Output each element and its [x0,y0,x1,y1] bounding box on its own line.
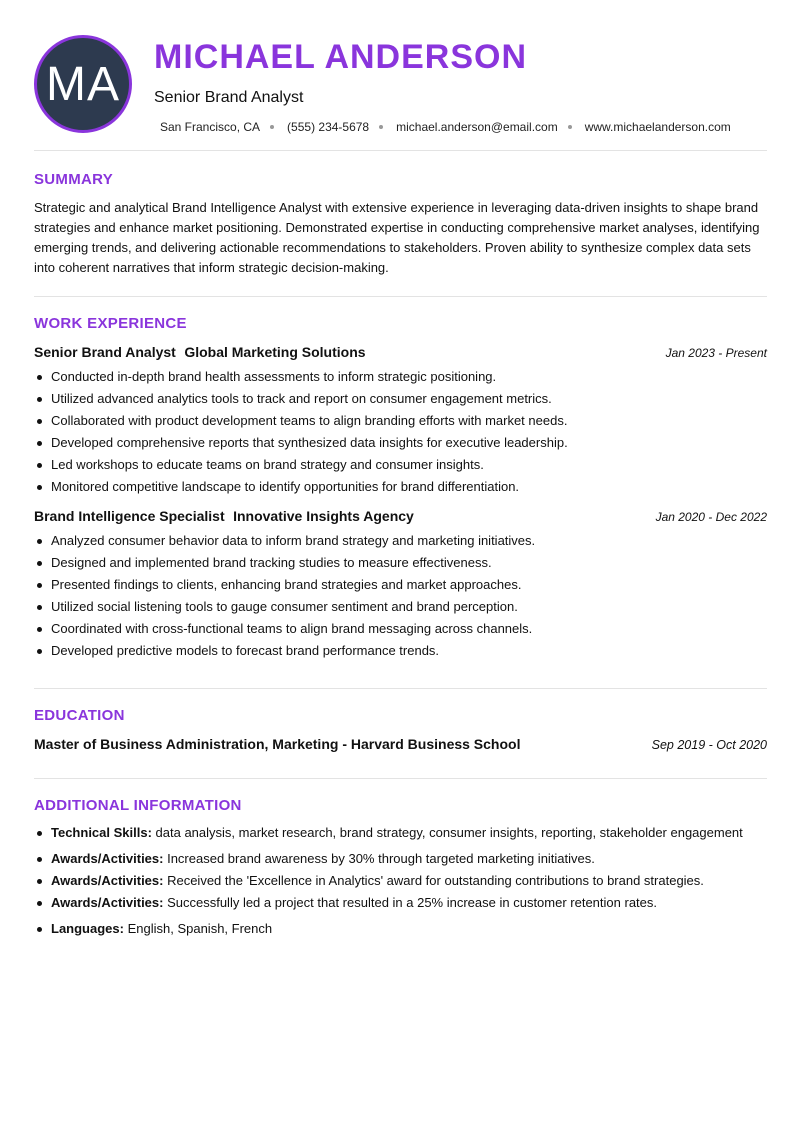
education-entry [34,736,767,752]
separator-dot [379,125,383,129]
list-item: Collaborated with product development teams to align branding efforts with market needs. [34,410,767,432]
item-text: Received the 'Excellence in Analytics' award for outstanding contributions to brand strategies. [163,873,704,888]
additional-section [34,779,767,940]
resume-header [34,0,767,150]
job-company: Innovative Insights Agency [233,508,414,524]
item-label: Awards/Activities: [51,895,164,910]
item-label: Technical Skills: [51,825,152,840]
experience-heading: WORK EXPERIENCE [34,315,187,332]
education-degree: Master of Business Administration, Marketing - Harvard Business School [34,736,521,752]
avatar [34,35,132,133]
list-item: Analyzed consumer behavior data to inform brand strategy and marketing initiatives. [34,530,767,552]
list-item: Utilized social listening tools to gauge consumer sentiment and brand perception. [34,596,767,618]
job-role: Brand Intelligence Specialist [34,508,225,524]
job-bullets [34,366,767,498]
contact-website[interactable]: www.michaelanderson.com [584,120,731,134]
list-item [34,870,767,892]
job-bullets [34,530,767,662]
separator-dot [568,125,572,129]
list-item: Led workshops to educate teams on brand strategy and consumer insights. [34,454,767,476]
job-header [34,344,767,362]
list-item [34,918,767,940]
item-label: Awards/Activities: [51,873,164,888]
education-section [34,689,767,778]
list-item [34,822,767,844]
additional-list [34,822,767,940]
list-item: Developed predictive models to forecast brand performance trends. [34,640,767,662]
item-text: Increased brand awareness by 30% through targeted marketing initiatives. [163,851,595,866]
job-role: Senior Brand Analyst [34,344,176,360]
list-item [34,892,767,914]
item-text: data analysis, market research, brand strategy, consumer insights, reporting, stakeholder engagement [151,825,743,840]
job-company: Global Marketing Solutions [184,344,366,360]
summary-section [34,151,767,296]
job-header [34,508,767,526]
item-text: Successfully led a project that resulted in a 25% increase in customer retention rates. [163,895,657,910]
job-entry [34,344,767,498]
list-item: Conducted in-depth brand health assessments to inform strategic positioning. [34,366,767,388]
list-item: Developed comprehensive reports that synthesized data insights for executive leadership. [34,432,767,454]
education-date: Sep 2019 - Oct 2020 [651,738,767,752]
separator-dot [270,125,274,129]
list-item: Utilized advanced analytics tools to track and report on consumer engagement metrics. [34,388,767,410]
contact-email[interactable]: michael.anderson@email.com [396,120,558,134]
experience-section [34,297,767,688]
contact-info [160,120,731,134]
additional-heading: ADDITIONAL INFORMATION [34,797,242,814]
item-label: Awards/Activities: [51,851,164,866]
item-text: English, Spanish, French [123,921,273,936]
list-item: Monitored competitive landscape to identify opportunities for brand differentiation. [34,476,767,498]
list-item: Coordinated with cross-functional teams to align brand messaging across channels. [34,618,767,640]
job-date: Jan 2023 - Present [665,346,767,360]
job-date: Jan 2020 - Dec 2022 [655,510,767,524]
contact-location: San Francisco, CA [160,120,261,134]
candidate-name: MICHAEL ANDERSON [154,38,528,76]
list-item: Designed and implemented brand tracking studies to measure effectiveness. [34,552,767,574]
job-entry [34,508,767,662]
education-heading: EDUCATION [34,707,125,724]
candidate-title: Senior Brand Analyst [154,89,304,106]
summary-heading: SUMMARY [34,171,114,188]
item-label: Languages: [51,921,124,936]
contact-phone: (555) 234-5678 [287,120,370,134]
list-item [34,848,767,870]
summary-text: Strategic and analytical Brand Intelligence Analyst with extensive experience in leveraging data-driven insights to shape brand strategies and enhance market positioning. Demonstrated expertise in conducting comprehensive market analyses, identifying emerging trends, and delivering actionable recommendations to stakeholders. Proven ability to synthesize complex data sets into coherent narratives that inform strategic decision-making. [34,200,760,275]
list-item: Presented findings to clients, enhancing brand strategies and market approaches. [34,574,767,596]
avatar-initials: MA [46,57,120,111]
